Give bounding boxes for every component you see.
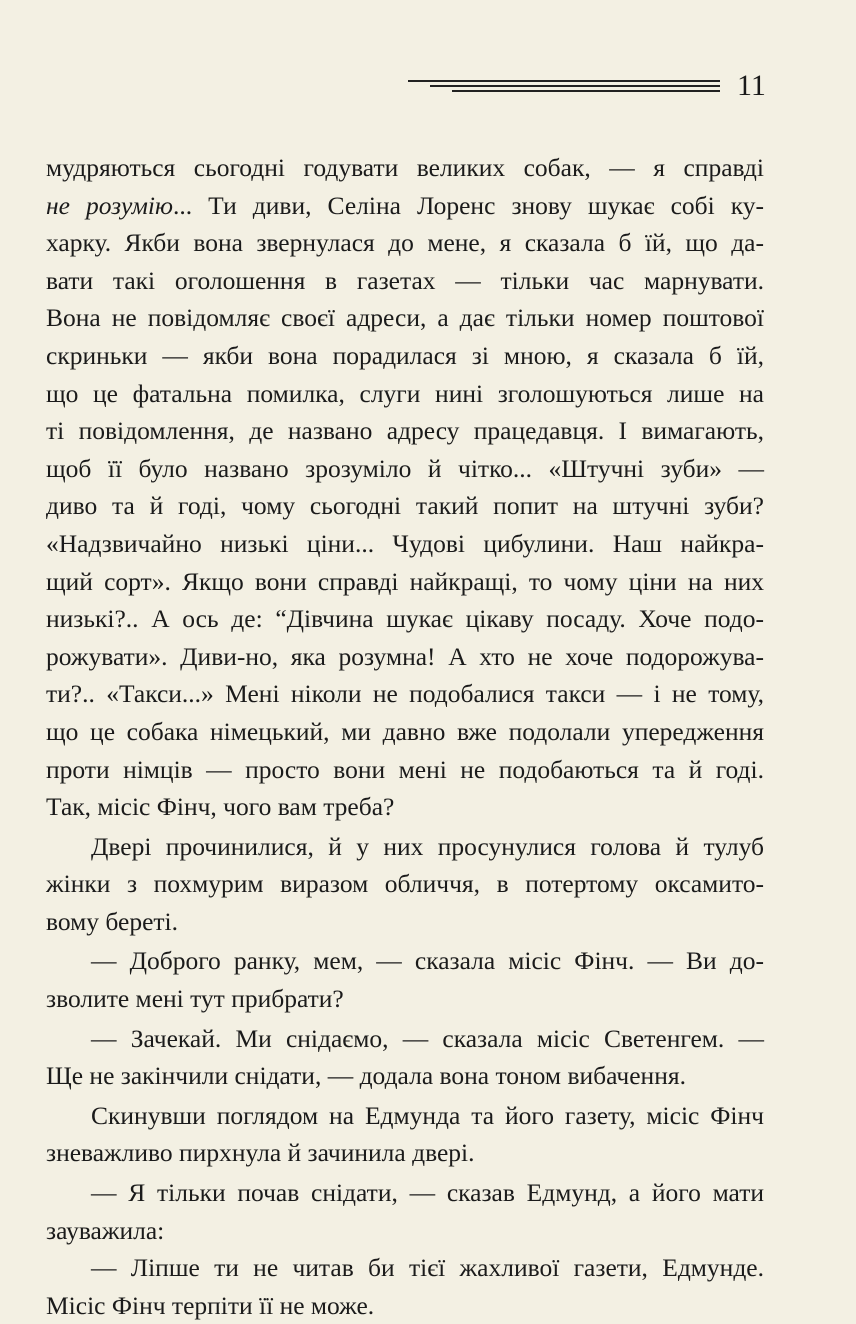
text-line: скриньки — якби вона порадилася зі мною, я сказала б їй, xyxy=(46,340,764,370)
text-line: вати такі оголошення в газетах — тільки час марнувати. xyxy=(46,265,764,295)
text-line: — Доброго ранку, мем, — сказала місіс Фінч. — Ви до- xyxy=(91,946,764,976)
text-line: вому береті. xyxy=(46,906,179,936)
text-line: Вона не повідомляє своєї адреси, а дає тільки номер поштової xyxy=(46,303,764,333)
text-line: Так, місіс Фінч, чого вам треба? xyxy=(46,792,395,822)
text-line: «Надзвичайно низькі ціни... Чудові цибулини. Наш найкра- xyxy=(46,528,764,558)
header-rule-line xyxy=(430,85,720,87)
header-rule-line xyxy=(452,90,720,92)
text-line: зволите мені тут прибрати? xyxy=(46,984,344,1014)
text-line: Ще не закінчили снідати, — додала вона тоном вибачення. xyxy=(46,1061,686,1091)
body-text xyxy=(46,149,764,1324)
text-line: зауважила: xyxy=(46,1215,165,1245)
text-line: харку. Якби вона звернулася до мене, я сказала б їй, що да- xyxy=(46,228,764,258)
text-line: Двері прочинилися, й у них просунулися голова й тулуб xyxy=(91,831,764,861)
text-line: рожувати». Диви-но, яка розумна! А хто не хоче подорожува- xyxy=(46,641,764,671)
text-line: Місіс Фінч терпіти її не може. xyxy=(46,1290,375,1320)
text-line: Скинувши поглядом на Едмунда та його газету, місіс Фінч xyxy=(91,1100,764,1130)
text-line: низькі?.. А ось де: “Дівчина шукає цікаву посаду. Хоче подо- xyxy=(46,604,764,634)
text-line: диво та й годі, чому сьогодні такий попит на штучні зуби? xyxy=(46,491,764,521)
text-line: ти?.. «Такси...» Мені ніколи не подобалися такси — і не тому, xyxy=(46,679,764,709)
text-line: — Я тільки почав снідати, — сказав Едмунд, а його мати xyxy=(91,1178,764,1208)
text-line: щий сорт». Якщо вони справді найкращі, то чому ціни на них xyxy=(46,566,764,596)
text-line: — Ліпше ти не читав би тієї жахливої газети, Едмунде. xyxy=(91,1253,764,1283)
text-line: щоб її було названо зрозуміло й чітко... «Штучні зуби» — xyxy=(46,453,764,483)
text-line: що це фатальна помилка, слуги нині зголошуються лише на xyxy=(46,378,764,408)
text-line: — Зачекай. Ми снідаємо, — сказала місіс Светенгем. — xyxy=(91,1023,764,1053)
text-line: проти німців — просто вони мені не подобаються та й годі. xyxy=(46,754,764,784)
text-line: зневажливо пирхнула й зачинила двері. xyxy=(46,1138,475,1168)
header-rule-line xyxy=(408,80,720,82)
header-rule xyxy=(408,80,720,96)
text-line: що це собака німецький, ми давно вже подолали упередження xyxy=(46,716,764,746)
italic-phrase: не розумію xyxy=(46,190,173,220)
text-line: мудряються сьогодні годувати великих собак, — я справді xyxy=(46,153,764,182)
text-line: ті повідомлення, де названо адресу працедавця. І вимагають, xyxy=(46,416,764,446)
page-number: 11 xyxy=(737,69,766,102)
text-line xyxy=(46,187,764,225)
text-line: жінки з похмурим виразом обличчя, в потертому оксамито- xyxy=(46,869,764,899)
text-line-rest: ... Ти диви, Селіна Лоренс знову шукає собі ку- xyxy=(172,190,765,220)
